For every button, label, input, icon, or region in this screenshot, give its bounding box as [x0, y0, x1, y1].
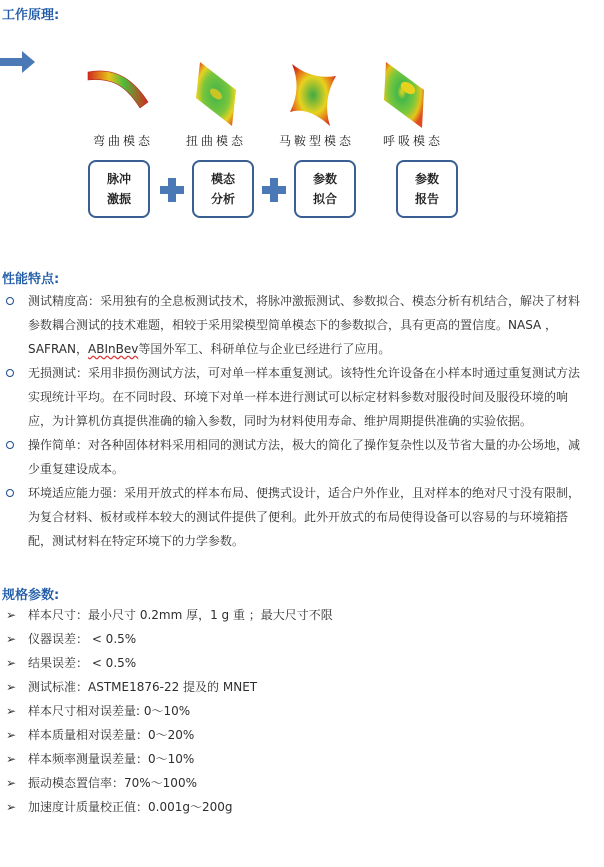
circle-bullet-icon	[6, 489, 14, 497]
feature-text: 无损测试：采用非损伤测试方法，可对单一样本重复测试。该特性允许设备在小样本时通过重复测试方法实现统计平均。在不同时段、环境下对单一样本进行测试可以标定材料参数对服役时间及服役环境的响应，为计算机仿真提供准确的输入参数，同时为材料使用寿命、维护周期提供准确的实验依据。	[28, 366, 581, 428]
flow-box-impulse	[88, 160, 150, 218]
spec-item	[0, 747, 604, 771]
plus-icon	[160, 178, 184, 202]
spec-text: 振动模态置信率：70%～100%	[28, 776, 197, 790]
feature-text: 等国外军工、科研单位与企业已经进行了应用。	[138, 342, 391, 356]
specs-list	[0, 603, 604, 819]
arrow-bullet-icon: ➢	[6, 632, 17, 646]
section-title-features: 性能特点:	[2, 272, 60, 287]
mode-label-twisting: 扭曲模态	[186, 134, 247, 148]
arrow-bullet-icon: ➢	[6, 656, 17, 670]
feature-item-accuracy	[0, 289, 604, 361]
spec-text: 测试标准：ASTME1876-22 提及的 MNET	[28, 680, 258, 694]
flow-box-fitting-line1: 参数	[312, 172, 337, 186]
spec-text: 样本质量相对误差量：0～20%	[28, 728, 195, 742]
flow-box-parameter-report	[396, 160, 458, 218]
breathing-mode-image	[384, 62, 424, 128]
feature-item-nondestructive	[0, 361, 604, 433]
feature-text: 测试精度高：采用独有的全息板测试技术，将脉冲激振测试、参数拟合、模态分析有机结合，解决了材料参数耦合测试的技术难题，相较于采用梁模型简单模态下的参数拟合，具有更高的置信度。NASA ，SAFRAN，	[28, 294, 581, 356]
right-arrow-icon	[0, 50, 36, 74]
spec-item	[0, 603, 604, 627]
features-list	[0, 289, 604, 553]
flow-box-impulse-line2: 激振	[106, 192, 131, 206]
working-principle-diagram	[0, 50, 604, 240]
spec-item	[0, 699, 604, 723]
spec-text: 加速度计质量校正值：0.001g～200g	[28, 800, 233, 814]
flow-box-fitting-line2: 拟合	[312, 192, 337, 206]
flow-box-parameter-fitting	[294, 160, 356, 218]
section-title-principle: 工作原理:	[2, 8, 60, 23]
arrow-bullet-icon: ➢	[6, 800, 17, 814]
arrow-bullet-icon: ➢	[6, 752, 17, 766]
flow-box-modal-line1: 模态	[210, 172, 235, 186]
spec-item	[0, 723, 604, 747]
spec-text: 样本尺寸：最小尺寸 0.2mm 厚，1 g 重 ；最大尺寸不限	[28, 608, 333, 622]
feature-item-adaptability	[0, 481, 604, 553]
arrow-bullet-icon: ➢	[6, 608, 17, 622]
flow-box-report-line2: 报告	[414, 192, 439, 206]
spec-item	[0, 795, 604, 819]
flow-box-modal-line2: 分析	[210, 192, 235, 206]
spec-text: 仪器误差： < 0.5%	[28, 632, 137, 646]
spec-text: 结果误差： < 0.5%	[28, 656, 137, 670]
mode-label-saddle: 马鞍型模态	[279, 134, 355, 148]
spec-text: 样本频率测量误差量：0～10%	[28, 752, 195, 766]
spec-item	[0, 675, 604, 699]
plus-icon	[262, 178, 286, 202]
spec-item	[0, 771, 604, 795]
feature-text-spellcheck: ABInBev	[88, 342, 139, 356]
circle-bullet-icon	[6, 369, 14, 377]
feature-text: 环境适应能力强：采用开放式的样本布局、便携式设计，适合户外作业，且对样本的绝对尺寸没有限制，为复合材料、板材或样本较大的测试件提供了便利。此外开放式的布局使得设备可以容易的与环境箱搭配，测试材料在特定环境下的力学参数。	[28, 486, 581, 548]
circle-bullet-icon	[6, 441, 14, 449]
arrow-bullet-icon: ➢	[6, 776, 17, 790]
spec-item	[0, 627, 604, 651]
flow-box-report-line1: 参数	[414, 172, 439, 186]
mode-label-breathing: 呼吸模态	[383, 134, 444, 148]
arrow-bullet-icon: ➢	[6, 704, 17, 718]
mode-label-bending: 弯曲模态	[93, 134, 154, 148]
spec-item	[0, 651, 604, 675]
spec-text: 样本尺寸相对误差量: 0～10%	[28, 704, 191, 718]
flow-box-modal-analysis	[192, 160, 254, 218]
feature-item-simple-operation	[0, 433, 604, 481]
saddle-mode-image	[290, 64, 336, 126]
bending-mode-image	[88, 71, 148, 108]
arrow-bullet-icon: ➢	[6, 680, 17, 694]
circle-bullet-icon	[6, 297, 14, 305]
flow-box-impulse-line1: 脉冲	[106, 172, 131, 186]
feature-text: 操作简单：对各种固体材料采用相同的测试方法，极大的简化了操作复杂性以及节省大量的办公场地，减少重复建设成本。	[28, 438, 581, 476]
mode-shape-images	[0, 50, 604, 130]
arrow-bullet-icon: ➢	[6, 728, 17, 742]
section-title-specs: 规格参数:	[2, 588, 60, 603]
